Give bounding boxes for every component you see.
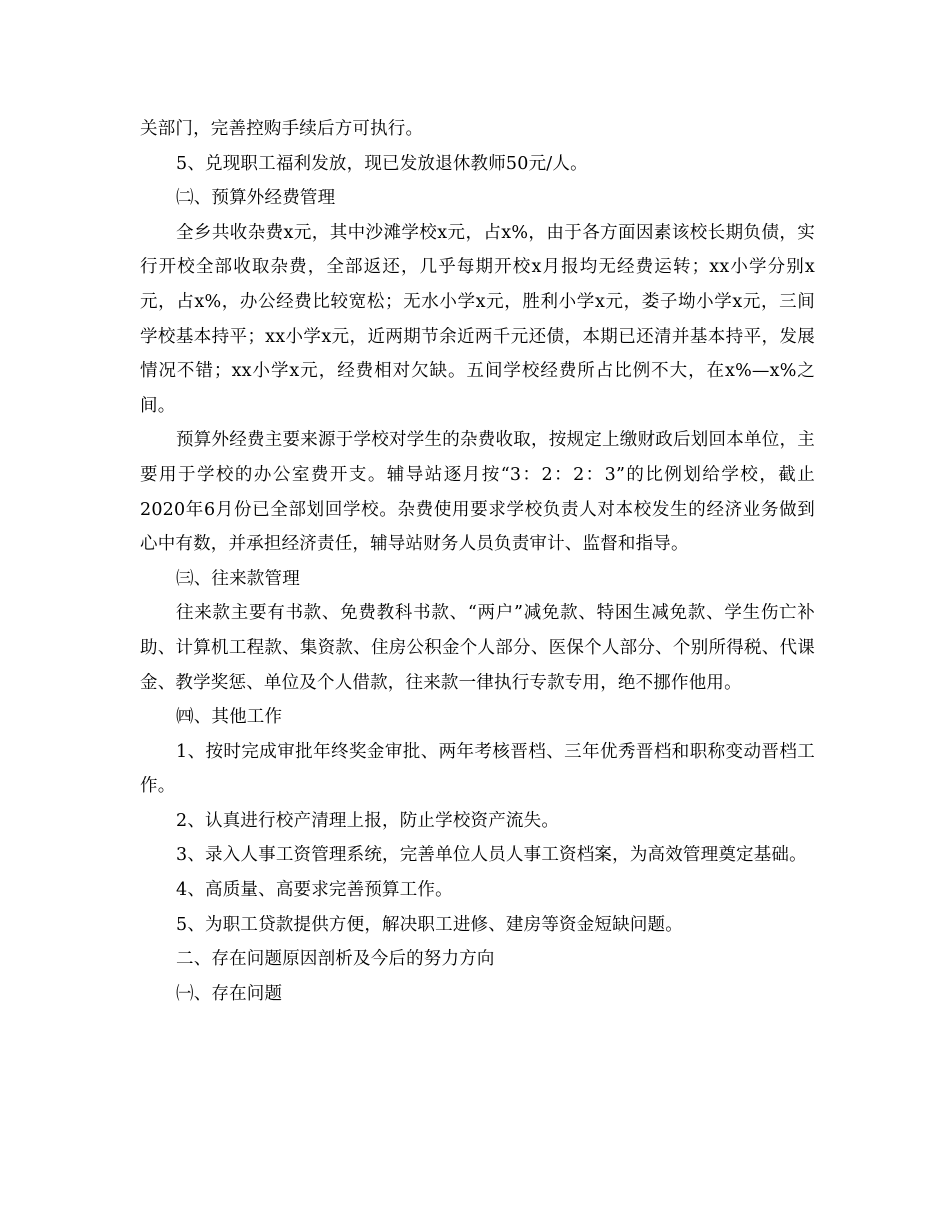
list-item: 1、按时完成审批年终奖金审批、两年考核晋档、三年优秀晋档和职称变动晋档工作。 (140, 741, 815, 797)
list-item: 5、为职工贷款提供方便，解决职工进修、建房等资金短缺问题。 (176, 914, 683, 935)
paragraph: 关部门，完善控购手续后方可执行。 (140, 119, 424, 139)
paragraph: 全乡共收杂费x元，其中沙滩学校x元，占x%，由于各方面因素该校长期负债，实行开校全部收取杂费，全部返还，几乎每期开校x月报均无经费运转；xx小学分别x元，占x%，办公经费比较宽松；无水小学x元，胜利小学x元，娄子坳小学x元，三间学校基本持平；xx小学x元，近两期节余近两千元还债，本期已还清并基本持平，发展情况不错；xx小学x元，经费相对欠缺。五间学校经费所占比例不大，在x%—x%之间。 (140, 222, 815, 416)
paragraph: 5、兑现职工福利发放，现已发放退休教师50元/人。 (176, 153, 588, 174)
section-heading: 二、存在问题原因剖析及今后的努力方向 (176, 949, 495, 970)
paragraph: 往来款主要有书款、免费教科书款、“两户”减免款、特困生减免款、学生伤亡补助、计算机工程款、集资款、住房公积金个人部分、医保个人部分、个别所得税、代课金、教学奖惩、单位及个人借款，往来款一律执行专款专用，绝不挪作他用。 (140, 603, 815, 693)
section-heading: ㈠、存在问题 (176, 983, 283, 1004)
section-heading: ㈢、往来款管理 (176, 568, 300, 589)
list-item: 3、录入人事工资管理系统，完善单位人员人事工资档案，为高效管理奠定基础。 (176, 845, 807, 866)
section-heading: ㈣、其他工作 (176, 707, 283, 728)
document-body (140, 112, 815, 1011)
list-item: 4、高质量、高要求完善预算工作。 (176, 880, 453, 901)
section-heading: ㈡、预算外经费管理 (176, 188, 336, 209)
paragraph: 预算外经费主要来源于学校对学生的杂费收取，按规定上缴财政后划回本单位，主要用于学校的办公室费开支。辅导站逐月按“3：2：2：3”的比例划给学校，截止2020年6月份已全部划回学校。杂费使用要求学校负责人对本校发生的经济业务做到心中有数，并承担经济责任，辅导站财务人员负责审计、监督和指导。 (140, 430, 815, 555)
list-item: 2、认真进行校产清理上报，防止学校资产流失。 (176, 810, 560, 831)
